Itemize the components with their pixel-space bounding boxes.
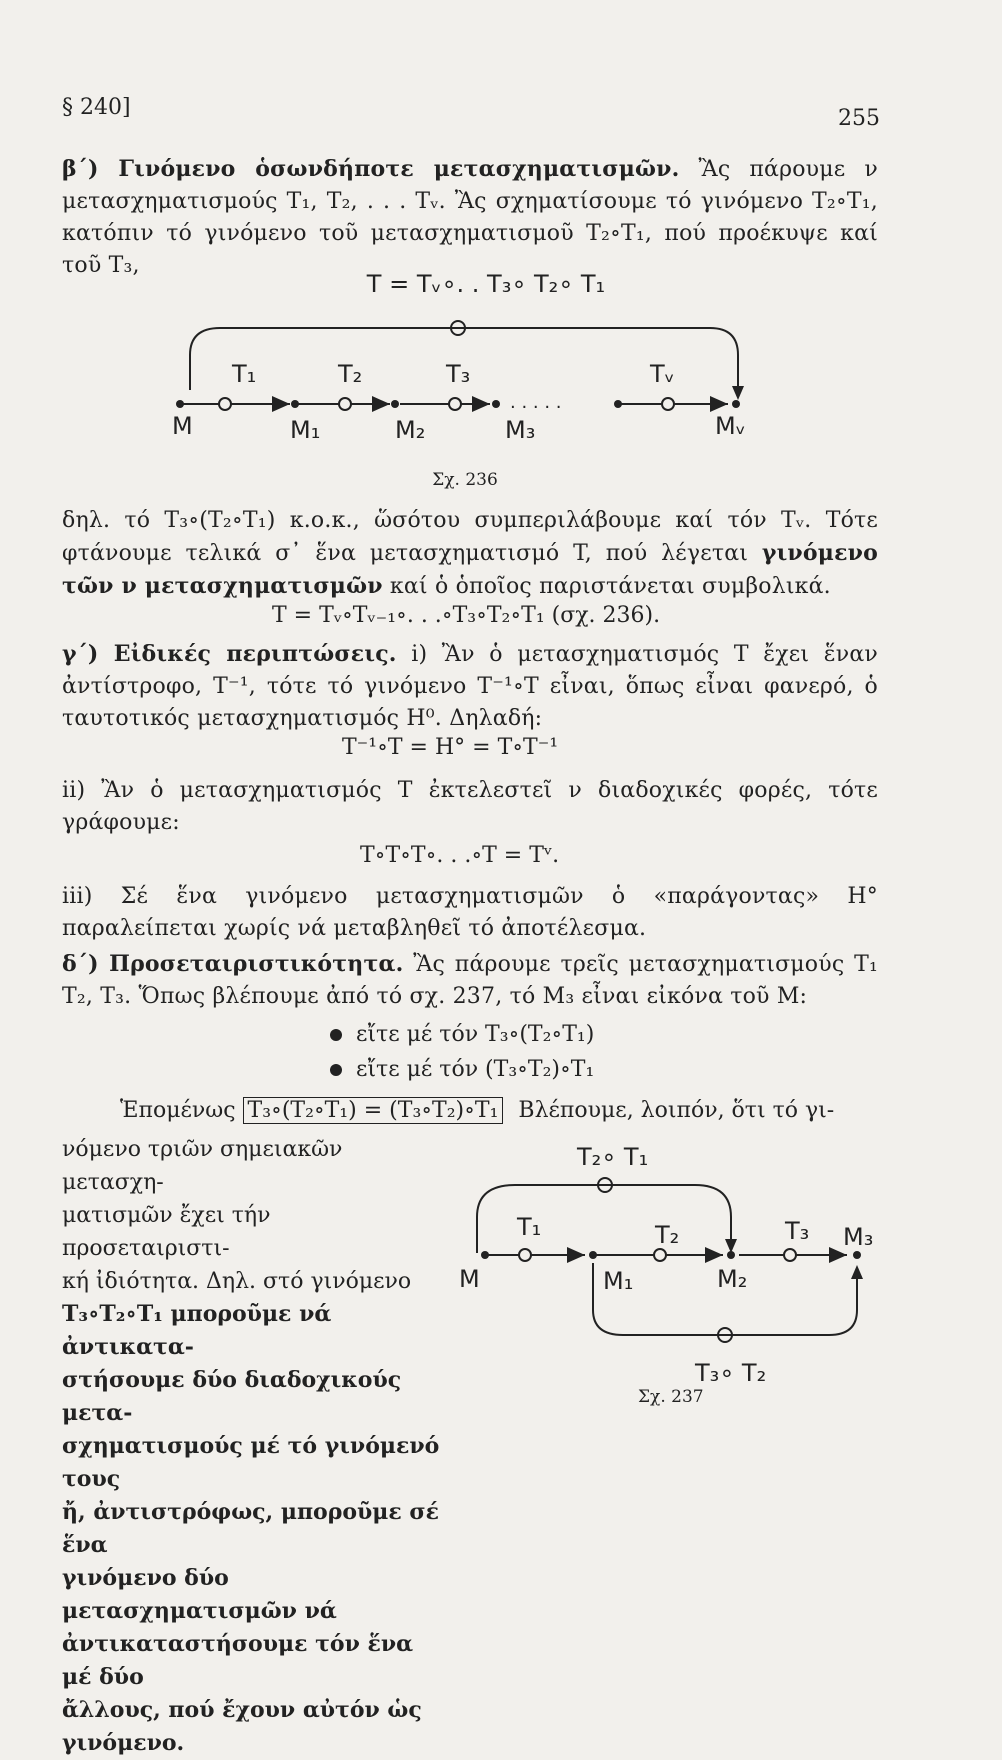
fig237-point-label-M2: M₂	[717, 1265, 748, 1293]
fig236-point-label-M2: M₂	[395, 416, 426, 444]
bullet-2-text: εἴτε μέ τόν (T₃∘T₂)∘T₁	[356, 1057, 595, 1082]
delta-heading: δ΄) Προσεταιριστικότητα.	[62, 951, 404, 977]
fig237-caption: Σχ. 237	[638, 1387, 704, 1407]
fig237-point-label-M1: M₁	[603, 1267, 634, 1295]
associativity-formula: T₃∘(T₂∘T₁) = (T₃∘T₂)∘T₁	[243, 1097, 504, 1124]
fig236-arrow-1	[180, 398, 290, 410]
col-bold-line: στήσουμε δύο διαδοχικούς μετα-	[62, 1367, 402, 1426]
col-line: νόμενο τριῶν σημειακῶν μετασχη-	[62, 1137, 343, 1195]
fig236-point-M3	[492, 400, 500, 408]
beta-heading: β΄) Γινόμενο ὁσωνδήποτε μετασχηματισμῶν.	[62, 156, 680, 182]
bullet-1-text: εἴτε μέ τόν T₃∘(T₂∘T₁)	[356, 1022, 595, 1047]
product-text-1: δηλ. τό T₃∘(T₂∘T₁) κ.ο.κ., ὥσότου συμπεριλάβουμε καί τόν Tᵥ. Τότε φτάνουμε τελικά σ᾽ ἕνα μετασχηματισμό T, πού λέγεται	[62, 508, 878, 566]
beta-paragraph	[62, 153, 878, 282]
fig236-label-T3: T₃	[446, 360, 471, 388]
fig236-label-T1: T₁	[232, 360, 257, 388]
fig237-bottom-label: T₃∘ T₂	[695, 1359, 767, 1387]
associativity-line	[120, 1098, 834, 1123]
gamma-paragraph	[62, 638, 878, 735]
gamma-heading: γ΄) Εἰδικές περιπτώσεις.	[62, 641, 397, 667]
col-line: ματισμῶν ἔχει τήν προσεταιριστι-	[62, 1203, 271, 1261]
bullet-icon	[330, 1029, 342, 1041]
product-paragraph	[62, 505, 878, 603]
fig237-point-label-M3: M₃	[843, 1223, 874, 1251]
fig236-label-Tv: Tᵥ	[650, 360, 675, 388]
gamma-text-iii: iii) Σέ ἕνα γινόμενο μετασχηματισμῶν ὁ «παράγοντας» H° παραλείπεται χωρίς νά μεταβληθεῖ τό ἀποτέλεσμα.	[62, 884, 878, 941]
fig237-top-arc	[477, 1185, 731, 1253]
gamma-text-ii: ii) Ἂν ὁ μετασχηματισμός T ἐκτελεστεῖ ν διαδοχικές φορές, τότε γράφουμε:	[62, 778, 878, 835]
gamma-text-i: i) Ἂν ὁ μετασχηματισμός T ἔχει ἕναν ἀντίστροφο, T⁻¹, τότε τό γινόμενο T⁻¹∘T εἶναι, ὅπως εἶναι φανερό, ὁ ταυτοτικός μετασχηματισμός H⁰. Δηλαδή:	[62, 642, 878, 731]
after-box-text: Βλέπουμε, λοιπόν, ὅτι τό γι-	[518, 1098, 835, 1123]
fig237-point-M1	[589, 1251, 597, 1259]
fig236-point-label-M1: M₁	[290, 416, 321, 444]
fig236-arrow-2	[298, 398, 390, 410]
fig236-point-label-M3: M₃	[505, 416, 536, 444]
fig237-label-T3: T₃	[785, 1217, 810, 1245]
col-bold-line: T₃∘T₂∘T₁ μποροῦμε νά ἀντικατα-	[62, 1301, 332, 1360]
col-bold-line: ἄλλους, πού ἔχουν αὐτόν ὡς γινόμενο.	[62, 1697, 422, 1756]
section-marker: § 240]	[62, 95, 131, 120]
figure-236	[150, 300, 770, 450]
fig237-point-M	[481, 1251, 489, 1259]
fig236-point-M2	[391, 400, 399, 408]
col-bold-line: γινόμενο δύο μετασχηματισμῶν νά	[62, 1565, 337, 1624]
fig236-dots: . . . . .	[510, 392, 562, 413]
product-formula: T = Tᵥ∘Tᵥ₋₁∘. . .∘T₃∘T₂∘T₁ (σχ. 236).	[272, 603, 661, 628]
fig236-arrow-v	[620, 398, 728, 410]
fig236-point-Mv	[732, 400, 740, 408]
therefore-word: Ἑπομένως	[120, 1098, 236, 1123]
col-bold-line: ἤ, ἀντιστρόφως, μποροῦμε σέ ἕνα	[62, 1499, 440, 1558]
fig236-arc-arrowhead	[732, 386, 744, 400]
fig236-label-T2: T₂	[338, 360, 363, 388]
figure-237	[455, 1135, 895, 1415]
fig237-label-T2: T₂	[655, 1221, 680, 1249]
delta-bullet-2	[330, 1057, 594, 1082]
fig237-arrow-T1	[485, 1249, 585, 1261]
delta-bullet-1	[330, 1022, 594, 1047]
beta-text: Ἂς πάρουμε ν μετασχηματισμούς T₁, T₂, . . . Tᵥ. Ἂς σχηματίσουμε τό γινόμενο T₂∘T₁, κατόπιν τό γινόμενο τοῦ μετασχηματισμοῦ T₂∘T₁, πού προέκυψε καί τοῦ T₃,	[62, 157, 878, 278]
fig237-point-label-M: M	[459, 1265, 480, 1293]
col-line: κή ἰδιότητα. Δηλ. στό γινόμενο	[62, 1269, 412, 1294]
fig236-point-M	[176, 400, 184, 408]
delta-paragraph	[62, 948, 878, 1013]
fig236-point-Mpre	[614, 400, 622, 408]
col-bold-line: σχηματισμούς μέ τό γινόμενό τους	[62, 1433, 440, 1492]
fig237-point-M2	[727, 1251, 735, 1259]
fig236-point-M1	[291, 400, 299, 408]
bullet-icon	[330, 1064, 342, 1076]
delta-text: Ἂς πάρουμε τρεῖς μετασχηματισμούς T₁ T₂, T₃. Ὅπως βλέπουμε ἀπό τό σχ. 237, τό M₃ εἶναι εἰκόνα τοῦ M:	[62, 952, 878, 1009]
fig236-arrow-3	[400, 398, 490, 410]
gamma-formula-i: T⁻¹∘T = H° = T∘T⁻¹	[342, 735, 559, 760]
gamma-formula-ii: T∘T∘T∘. . .∘T = Tᵛ.	[360, 843, 560, 868]
fig237-arrow-T2	[595, 1249, 723, 1261]
product-text-2: καί ὁ ὁποῖος παριστάνεται συμβολικά.	[389, 574, 831, 599]
fig237-point-M3	[853, 1251, 861, 1259]
fig237-arrow-T3	[739, 1249, 847, 1261]
fig236-caption: Σχ. 236	[432, 470, 498, 490]
product-bold: γινόμενο τῶν ν μετασχηματισμῶν	[62, 540, 878, 599]
delta-column	[62, 1133, 442, 1760]
fig236-point-label-M: M	[172, 412, 193, 440]
fig237-label-T1: T₁	[517, 1213, 542, 1241]
fig236-formula: T = Tᵥ∘. . T₃∘ T₂∘ T₁	[366, 270, 606, 298]
page-number: 255	[838, 106, 880, 131]
fig236-point-label-Mv: Mᵥ	[715, 412, 746, 440]
col-bold-line: ἀντικαταστήσουμε τόν ἕνα μέ δύο	[62, 1631, 414, 1690]
fig237-top-label: T₂∘ T₁	[577, 1143, 649, 1171]
